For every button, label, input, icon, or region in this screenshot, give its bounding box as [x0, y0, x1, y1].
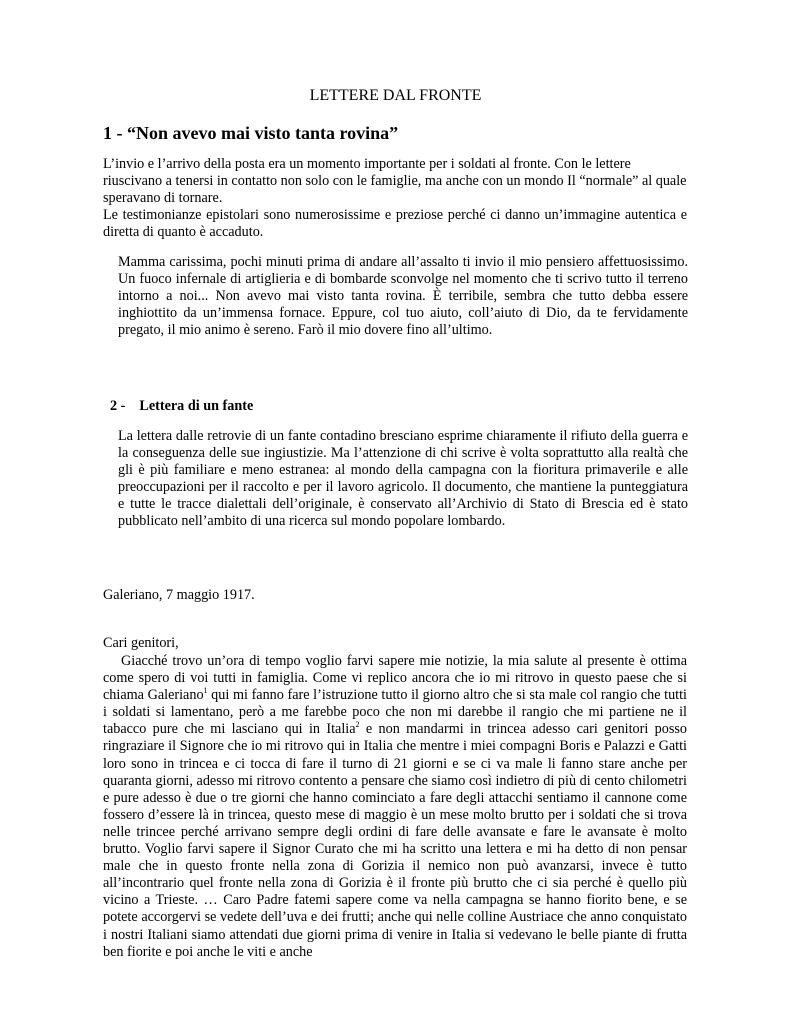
letter-text-part-3: e non mandarmi in trincea adesso cari genitori posso ringraziare il Signore che io mi ritrovo qui in Italia che mentre i miei compagni Boris e Palazzi e Gatti loro sono in trincea e ci tocca di fare il turno di 21 giorni e se ci va male li fanno stare anche per quaranta giorni, adesso mi ritrovo contento a pensare che siamo così indietro di più di cento chilometri e pure adesso è due o tre giorni che hanno cominciato a fare degli attacchi sentiamo il cannone come fossero d’essere là in trincea, questo mese di maggio è un mese molto brutto per i soldati che si trova nelle trincee perché arrivano sempre degli ordini di fare delle avansate e fare le avansate è molto brutto. Voglio farvi sapere il Signor Curato che mi ha scritto una lettera e mi ha detto di non pensar male che in questo fronte nella zona di Gorizia il nemico non può avanzarsi, invece è tutto all’incontrario quel fronte nella zona di Gorizia è il fronte più brutto che ci sia perché è quello più vicino a Trieste. … Caro Padre fatemi sapere come va nella campagna se hanno fiorito bene, e se potete accorgervi se vedete dell’uva e dei frutti; anche qui nelle colline Austriace che anno conquistato i nostri Italiani siamo attendati due giorni prima di venire in Italia si vedevano le belle piante di frutta ben fiorite e poi anche le viti e anche — [103, 721, 687, 960]
footnote-marker-2: 2 — [355, 720, 360, 730]
section-1-letter — [118, 254, 688, 339]
letter-dateline: Galeriano, 7 maggio 1917. — [103, 587, 255, 603]
section-1-intro — [103, 156, 687, 241]
footnote-marker-1: 1 — [203, 686, 208, 696]
document-title: LETTERE DAL FRONTE — [309, 87, 482, 104]
section-1-intro-paragraph-2: Le testimonianze epistolari sono numerosissime e preziose perché ci danno un’immagine autentica e diretta di quanto è accaduto. — [103, 207, 687, 241]
section-2-intro — [118, 428, 688, 531]
section-1-letter-text: Mamma carissima, pochi minuti prima di andare all’assalto ti invio il mio pensiero affettuosissimo. Un fuoco infernale di artiglieria e di bombarde sconvolge nel momento che ti scrivo tutto il terreno intorno a noi... Non avevo mai visto tanta rovina. È terribile, sembra che tutto debba essere inghiottito da un’immensa fornace. Eppure, col tuo aiuto, coll’aiuto di Dio, da te fervidamente pregato, il mio animo è sereno. Farò il mio dovere fino all’ultimo. — [118, 254, 688, 339]
section-1-intro-paragraph-1: L’invio e l’arrivo della posta era un momento importante per i soldati al fronte. Con le lettere riuscivano a tenersi in contatto non solo con le famiglie, ma anche con un mondo Il “normale” al quale speravano di tornare. — [103, 156, 687, 207]
section-2-title: Lettera di un fante — [139, 398, 254, 414]
letter-text-part-2: qui mi fanno fare l’istruzione tutto il giorno altro che si sta male col rangio che tutti i soldati si lamentano, però a me farebbe poco che non mi darebbe il rangio che mi partiene ne il tabacco pure che mi lasciano qui in Italia — [103, 687, 687, 738]
section-2-intro-text: La lettera dalle retrovie di un fante contadino bresciano esprime chiaramente il rifiuto della guerra e la conseguenza delle sue ingiustizie. Ma l’attenzione di chi scrive è volta soprattutto alla realtà che gli è più familiare e meno estranea: al mondo della campagna con la fioritura primaverile e alle preoccupazioni per il raccolto e per il lavoro agricolo. Il documento, che mantiene la punteggiatura e tutte le tracce dialettali dell’originale, è conservato all’Archivio di Stato di Brescia ed è stato pubblicato nell’ambito di una ricerca sul mondo popolare lombardo. — [118, 428, 688, 530]
section-2-heading — [110, 398, 253, 415]
section-2-letter — [103, 653, 687, 961]
letter-text-part-1: Giacché trovo un’ora di tempo voglio farvi sapere mie notizie, la mia salute al presente è ottima come spero di voi tutti in famiglia. Come vi replico ancora che io mi ritrovo in questo paese che si chiama Galeriano — [103, 653, 687, 704]
section-1-heading: 1 - “Non avevo mai visto tanta rovina” — [103, 123, 399, 143]
section-2-number: 2 - — [110, 398, 126, 414]
section-2-letter-text — [103, 653, 687, 961]
letter-salutation: Cari genitori, — [103, 635, 179, 651]
